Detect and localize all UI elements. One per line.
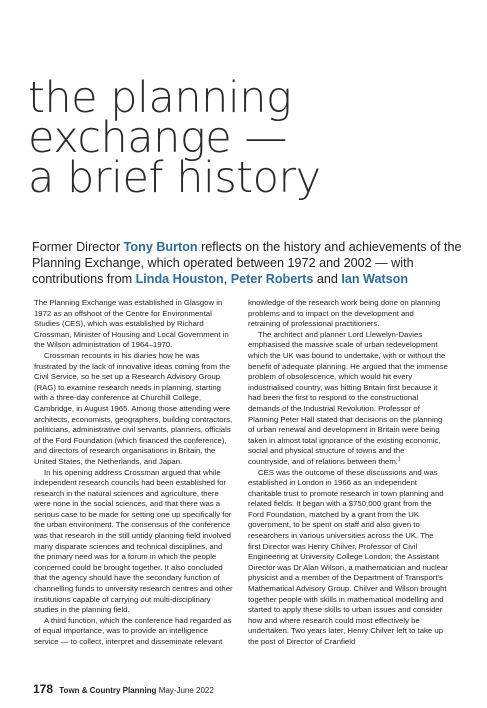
title-line-2: exchange — <box>28 113 287 163</box>
contributor-name: Peter Roberts <box>230 272 314 287</box>
page-footer <box>33 682 214 696</box>
contributor-name: Ian Watson <box>341 272 409 287</box>
page-number: 178 <box>33 682 54 696</box>
body-paragraph: Crossman recounts in his diaries how he was frustrated by the lack of innovative ideas coming from the Civil Service, so he set up a Research Advisory Group (RAG) to examine research needs in planning, starting with a three-day conference at Churchill College, Cambridge, in August 1965. Among those attending were architects, economists, geographers, building contractors, politicians, administrative civil servants, planners, officials of the Ford Foundation (which financed the conference), and directors of research organisations in Britain, the United States, the Netherlands, and Japan. <box>34 350 233 466</box>
body-paragraph <box>248 330 448 468</box>
title-line-1: the planning <box>28 73 292 123</box>
separator: and <box>313 272 342 287</box>
standfirst <box>32 239 462 288</box>
title-line-3: a brief history <box>28 153 321 203</box>
author-name: Tony Burton <box>123 240 198 254</box>
body-paragraph: The Planning Exchange was established in Glasgow in 1972 as an offshoot of the Centre for Environmental Studies (CES), which was established by Richard Crossman, Minister of Housing and Local Government in the Wilson administration of 1964–1970. <box>34 298 229 350</box>
body-column-right <box>248 298 448 648</box>
body-paragraph: CES was the outcome of these discussions and was established in London in 1966 as an independent charitable trust to promote research in town planning and related fields. It began with a $750,000 grant from the Ford Foundation, matched by a grant from the UK government, to be spent on staff and also given to researchers in various universities across the UK. The first Director was Henry Chilver, Professor of Civil Engineering at University College London; the Assistant Director was Dr Alan Wilson, a mathematician and nuclear physicist and a member of the Department of Transport's Mathematical Advisory Group. Chilver and Wilson brought together people with skills in mathematical modelling and started to apply these skills to urban issues and consider how and where research could most effectively be undertaken. Two years later, Henry Chilver left to take up the post of Director of Cranfield <box>248 467 448 646</box>
body-paragraph: In his opening address Crossman argued that while independent research councils had been established for research in the natural sciences and agriculture, there were none in the social sciences, and that there was a serious case to be made for setting one up specifically for the urban environment. The consensus of the conference was that research in the still untidy planning field involved many disparate sciences and technical disciplines, and the primary need was for a forum in which the people concerned could be brought together. It also concluded that the agency should have the secondary function of channelling funds to university research centres and other institutions capable of carrying out multi-disciplinary studies in the planning field. <box>34 467 233 615</box>
standfirst-text: reflects on the history and achievements of the Planning Exchange, which operated between 1972 and 2002 — with contributions from <box>32 240 462 287</box>
contributor-name: Linda Houston <box>135 272 224 287</box>
body-column-left <box>34 298 234 648</box>
separator: , <box>223 272 231 287</box>
body-paragraph: A third function, which the conference had regarded as of equal importance, was to provide an intelligence service — to collect, interpret and disseminate relevant <box>34 615 232 646</box>
magazine-name: Town & Country Planning <box>59 686 157 695</box>
paragraph-text: The architect and planner Lord Llewelyn-Davies emphasised the massive scale of urban redevelopment which the UK was bound to undertake, with or without the benefit of adequate planning. He argued that the immense problem of obsolescence, which would hit every industrialised country, was hitting Britain first because it had been the first to respond to the constructional demands of the Industrial Revolution. Professor of Planning Peter Hall stated that decisions on the planning of urban renewal and development in Britain were being taken in almost total ignorance of the existing economic, social and physical structure of towns and the countryside, and of relations between them. <box>248 329 448 466</box>
body-paragraph: knowledge of the research work being done on planning problems and to impact on the development and retraining of professional practitioners. <box>248 298 441 329</box>
footnote-marker: 1 <box>397 456 401 463</box>
standfirst-text: Former Director <box>32 240 124 254</box>
article-title <box>28 73 468 203</box>
issue-date: May-June 2022 <box>158 686 214 695</box>
